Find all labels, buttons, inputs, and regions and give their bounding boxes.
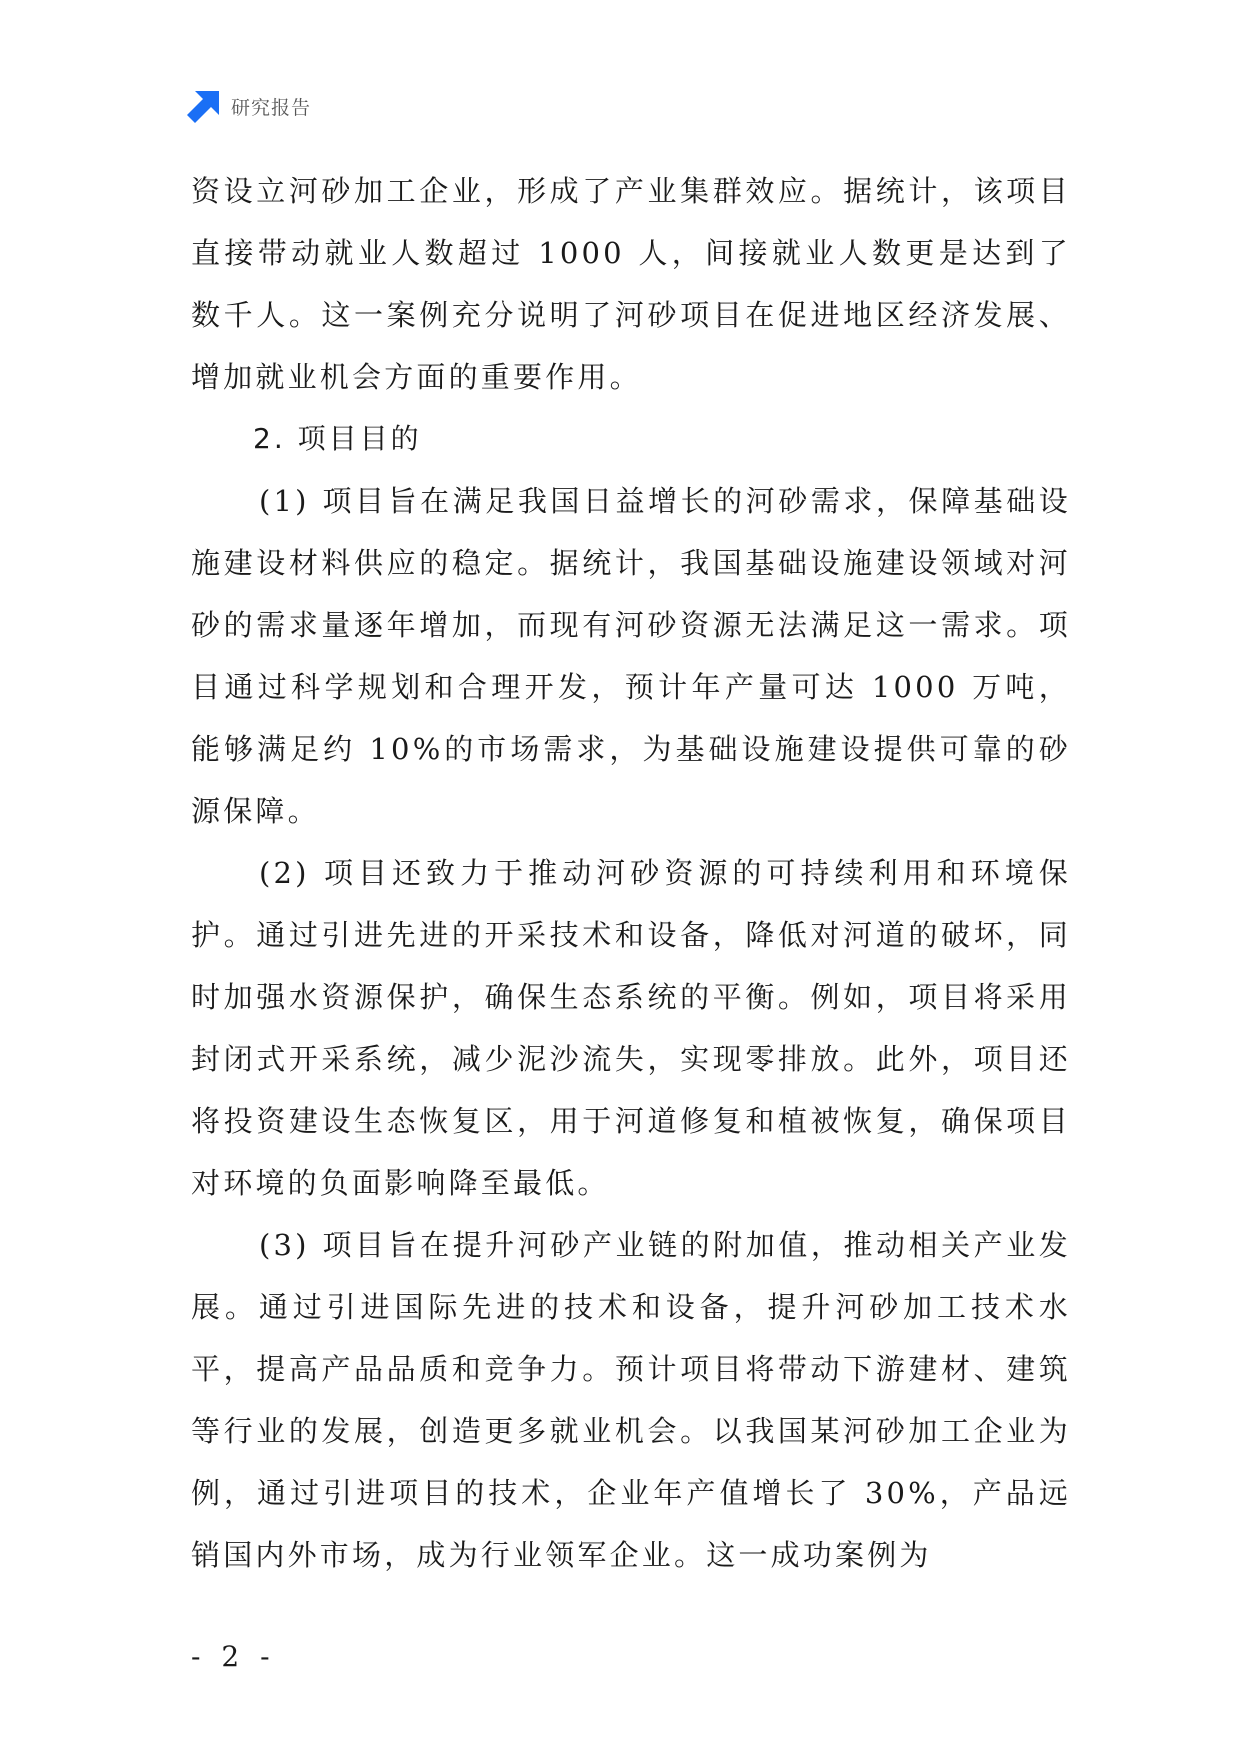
continued-paragraph: 资设立河砂加工企业，形成了产业集群效应。据统计，该项目直接带动就业人数超过 1000 人，间接就业人数更是达到了数千人。这一案例充分说明了河砂项目在促进地区经济发展、增加就业机会方面的重要作用。 (191, 174, 1071, 394)
header-title: 研究报告 (231, 96, 312, 119)
paragraph-3: (3) 项目旨在提升河砂产业链的附加值，推动相关产业发展。通过引进国际先进的技术和设备，提升河砂加工技术水平，提高产品品质和竞争力。预计项目将带动下游建材、建筑等行业的发展，创造更多就业机会。以我国某河砂加工企业为例，通过引进项目的技术，企业年产值增长了 30%，产品远销国内外市场，成为行业领军企业。这一成功案例为 (191, 1228, 1071, 1572)
paragraph-1: (1) 项目旨在满足我国日益增长的河砂需求，保障基础设施建设材料供应的稳定。据统计，我国基础设施建设领域对河砂的需求量逐年增加，而现有河砂资源无法满足这一需求。项目通过科学规划和合理开发，预计年产量可达 1000 万吨，能够满足约 10%的市场需求，为基础设施建设提供可靠的砂源保障。 (191, 484, 1071, 828)
report-header (187, 88, 311, 124)
document-body (191, 160, 1071, 1586)
paragraph-2: (2) 项目还致力于推动河砂资源的可持续利用和环境保护。通过引进先进的开采技术和设备，降低对河道的破坏，同时加强水资源保护，确保生态系统的平衡。例如，项目将采用封闭式开采系统，减少泥沙流失，实现零排放。此外，项目还将投资建设生态恢复区，用于河道修复和植被恢复，确保项目对环境的负面影响降至最低。 (191, 856, 1071, 1200)
page-number: - 2 - (191, 1640, 276, 1673)
section-heading: 2. 项目目的 (253, 422, 422, 455)
arrow-up-right-icon (187, 89, 221, 123)
